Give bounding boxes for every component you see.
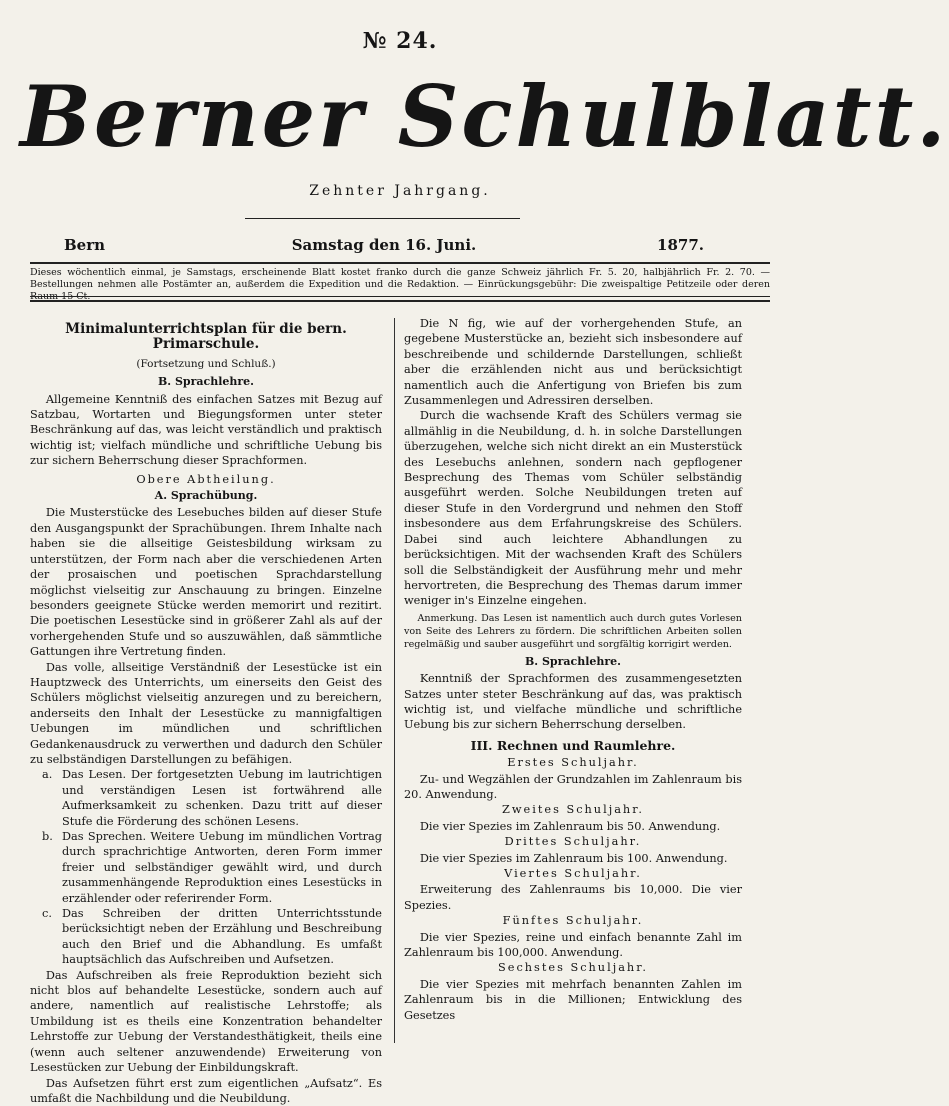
place: Bern bbox=[64, 236, 105, 254]
upper-division-heading: Obere Abtheilung. bbox=[30, 472, 382, 487]
school-year-text: Die vier Spezies im Zahlenraum bis 100. Anwendung. bbox=[404, 851, 742, 866]
section-b-heading: B. Sprachlehre. bbox=[404, 654, 742, 669]
continuation-note: (Fortsetzung und Schluß.) bbox=[30, 357, 382, 372]
dateline bbox=[64, 236, 704, 258]
date: Samstag den 16. Juni. bbox=[64, 236, 704, 254]
year: 1877. bbox=[657, 236, 704, 254]
list-text: Das Sprechen. Weitere Uebung im mündlichen Vortrag durch sprachrichtige Antworten, deren Form immer freier und selbständiger gewählt wird, und durch zusammenhängende Reproduktion eines Lesestücks in erzählender oder referirender Form. bbox=[62, 830, 382, 905]
paragraph: Das Aufschreiben als freie Reproduktion bezieht sich nicht blos auf behandelte Lesestücke, sondern auch auf andere, namentlich auf realistische Lehrstoffe; als Umbildung ist es theils eine Konzentration behandelter Lehrstoffe zur Uebung der Verstandesthätigkeit, theils eine (wenn auch seltener anzuwendende) Erweiterung von Lesestücken zur Uebung der Einbildungskraft. bbox=[30, 968, 382, 1076]
school-year-title: Erstes Schuljahr. bbox=[404, 755, 742, 770]
paragraph: Das volle, allseitige Verständniß der Lesestücke ist ein Hauptzweck des Unterrichts, um einerseits den Geist des Schülers möglichst vielseitig anzuregen und zu bereichern, anderseits den Inhalt der Lesestücke zu mannigfaltigen Uebungen im mündlichen und schriftlichen Gedankenausdruck zu verwerthen und dadurch den Schüler zu selbständigen Darstellungen zu befähigen. bbox=[30, 660, 382, 768]
list-text: Das Lesen. Der fortgesetzten Uebung im lautrichtigen und verständigen Lesen ist fortwährend alle Aufmerksamkeit zu schenken. Dazu tritt auf dieser Stufe die Förderung des schönen Lesens. bbox=[62, 768, 382, 827]
section-a-heading: A. Sprachübung. bbox=[30, 488, 382, 503]
footnote: Anmerkung. Das Lesen ist namentlich auch durch gutes Vorlesen von Seite des Lehrers zu fördern. Die schriftlichen Arbeiten sollen regelmäßig und sauber ausgeführt und sorgfältig korrigirt werden. bbox=[404, 612, 742, 651]
rule-bottom-thin bbox=[30, 296, 770, 297]
column-divider bbox=[394, 318, 395, 1043]
school-year-title: Zweites Schuljahr. bbox=[404, 802, 742, 817]
right-column bbox=[404, 316, 742, 1023]
list-item bbox=[30, 767, 382, 829]
list-item bbox=[30, 906, 382, 968]
school-year-text: Die vier Spezies mit mehrfach benannten Zahlen im Zahlenraum bis in die Millionen; Entwicklung des Gesetzes bbox=[404, 977, 742, 1023]
list-label: a. bbox=[42, 767, 52, 782]
list-label: b. bbox=[42, 829, 53, 844]
section-iii-heading: III. Rechnen und Raumlehre. bbox=[404, 738, 742, 753]
school-year-text: Erweiterung des Zahlenraums bis 10,000. Die vier Spezies. bbox=[404, 882, 742, 913]
school-year-text: Die vier Spezies, reine und einfach benannte Zahl im Zahlenraum bis 100,000. Anwendung. bbox=[404, 930, 742, 961]
school-year-title: Fünftes Schuljahr. bbox=[404, 913, 742, 928]
school-year-title: Drittes Schuljahr. bbox=[404, 834, 742, 849]
paragraph: Das Aufsetzen führt erst zum eigentlichen „Aufsatz“. Es umfaßt die Nachbildung und die Neubildung. bbox=[30, 1076, 382, 1106]
paragraph: Kenntniß der Sprachformen des zusammengesetzten Satzes unter steter Beschränkung auf das, was praktisch wichtig ist, und vielfache mündliche und schriftliche Uebung bis zur sichern Beherrschung derselben. bbox=[404, 671, 742, 733]
school-year-title: Sechstes Schuljahr. bbox=[404, 960, 742, 975]
paragraph: Die N fig, wie auf der vorhergehenden Stufe, an gegebene Musterstücke an, bezieht sich insbesondere auf beschreibende und schildernde Darstellungen, schließt aber die erzählenden nicht aus und berücksichtigt namentlich auch die Anfertigung von Briefen bis zum Zusammenlegen und Adressiren derselben. bbox=[404, 316, 742, 408]
edition-line: Zehnter Jahrgang. bbox=[0, 183, 800, 199]
section-b-heading: B. Sprachlehre. bbox=[30, 374, 382, 389]
list-item bbox=[30, 829, 382, 906]
paragraph: Durch die wachsende Kraft des Schülers vermag sie allmählig in die Neubildung, d. h. in solche Darstellungen überzugehen, welche sich nicht direkt an ein Musterstück des Lesebuchs anlehnen, sondern nach gepflogener Besprechung des Themas vom Schüler selbständig ausgeführt werden. Solche Neubildungen treten auf dieser Stufe in den Vordergrund und nehmen den Stoff insbesondere aus dem Erfahrungskreise des Schülers. Dabei sind auch leichtere Abhandlungen zu berücksichtigen. Mit der wachsenden Kraft des Schülers soll die Selbständigkeit der Ausführung mehr und mehr hervortreten, die Besprechung des Themas darum immer weniger in's Einzelne eingehen. bbox=[404, 408, 742, 608]
paragraph: Allgemeine Kenntniß des einfachen Satzes mit Bezug auf Satzbau, Wortarten und Biegungsformen unter steter Beschränkung auf das, was leicht verständlich und praktisch wichtig ist; vielfach mündliche und schriftliche Uebung bis zur sichern Beherrschung dieser Sprachformen. bbox=[30, 392, 382, 469]
short-rule bbox=[245, 218, 520, 219]
school-year-text: Die vier Spezies im Zahlenraum bis 50. Anwendung. bbox=[404, 819, 742, 834]
issue-number: № 24. bbox=[0, 28, 800, 54]
school-year-title: Viertes Schuljahr. bbox=[404, 866, 742, 881]
article-heading: Minimalunterrichtsplan für die bern. Primarschule. bbox=[30, 322, 382, 353]
school-year-text: Zu- und Wegzählen der Grundzahlen im Zahlenraum bis 20. Anwendung. bbox=[404, 772, 742, 803]
subscription-notice: Dieses wöchentlich einmal, je Samstags, erscheinende Blatt kostet franko durch die ganze Schweiz jährlich Fr. 5. 20, halbjährlich Fr. 2. 70. — Bestellungen nehmen alle Postämter an, außerdem die Expedition und die Redaktion. — Einrückungsgebühr: Die zweispaltige Petitzeile oder deren Raum 15 Ct. bbox=[30, 267, 770, 303]
paragraph: Die Musterstücke des Lesebuches bilden auf dieser Stufe den Ausgangspunkt der Sprachübungen. Ihrem Inhalte nach haben sie die allseitige Geistesbildung wirksam zu unterstützen, der Form nach aber die verschiedenen Arten der prosaischen und poetischen Sprachdarstellung möglichst vielseitig zur Anschauung zu bringen. Einzelne besonders geeignete Stücke werden memorirt und rezitirt. Die poetischen Lesestücke sind in größerer Zahl als auf der vorhergehenden Stufe und so auszuwählen, daß sämmtliche Gattungen ihre Vertretung finden. bbox=[30, 505, 382, 659]
rule-top bbox=[30, 262, 770, 264]
list-text: Das Schreiben der dritten Unterrichtsstunde berücksichtigt neben der Erzählung und Beschreibung auch den Brief und die Abhandlung. Es umfaßt hauptsächlich das Aufschreiben und Aufsetzen. bbox=[62, 907, 382, 966]
masthead-title: Berner Schulblatt. bbox=[20, 62, 780, 172]
list-label: c. bbox=[42, 906, 52, 921]
left-column bbox=[30, 318, 382, 1106]
rule-bottom-thick bbox=[30, 300, 770, 302]
